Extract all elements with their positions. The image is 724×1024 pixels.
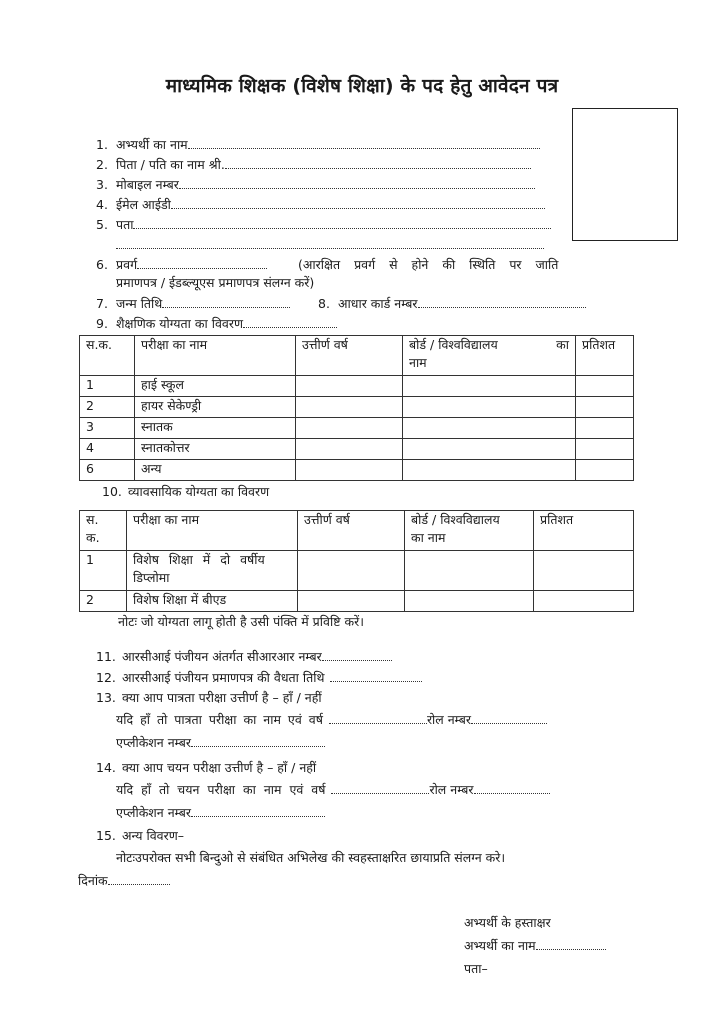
- cell-percent[interactable]: [534, 551, 634, 591]
- field-professional-heading: [102, 484, 269, 500]
- field-number: 4.: [96, 197, 108, 212]
- field-label: क्या आप चयन परीक्षा उत्तीर्ण है – हाँ / नहीं: [122, 760, 317, 775]
- cell-sn: 3: [80, 418, 135, 439]
- cell-board[interactable]: [403, 439, 576, 460]
- roll-label: रोल नम्बर: [429, 782, 474, 797]
- date-field[interactable]: [78, 873, 170, 889]
- blank-line[interactable]: [191, 735, 325, 747]
- field-label: पिता / पति का नाम श्री.: [116, 157, 225, 172]
- blank-line[interactable]: [162, 296, 290, 308]
- field-other-details: [96, 828, 184, 844]
- col-header-sn: स.क.: [80, 336, 135, 376]
- blank-line[interactable]: [137, 257, 267, 269]
- blank-line[interactable]: [474, 782, 550, 794]
- table-header-row: [80, 511, 634, 551]
- cell-sn: 6: [80, 460, 135, 481]
- table-row: [80, 551, 634, 591]
- photo-box[interactable]: [572, 108, 678, 241]
- field-selection-exam: [96, 760, 316, 776]
- table-row: [80, 376, 634, 397]
- cell-board[interactable]: [403, 376, 576, 397]
- col-header-exam: परीक्षा का नाम: [135, 336, 296, 376]
- blank-line[interactable]: [225, 157, 531, 169]
- field-label: प्रवर्ग: [116, 257, 138, 272]
- cell-percent[interactable]: [534, 591, 634, 612]
- cell-board[interactable]: [405, 551, 534, 591]
- cell-percent[interactable]: [576, 439, 634, 460]
- blank-line[interactable]: [322, 649, 392, 661]
- cell-sn: 2: [80, 591, 127, 612]
- col-header-exam: परीक्षा का नाम: [127, 511, 298, 551]
- field-father-name[interactable]: [96, 157, 531, 173]
- field-number: 10.: [102, 484, 122, 499]
- col-header-board: [403, 336, 576, 376]
- cell-year[interactable]: [298, 591, 405, 612]
- cell-exam: [127, 551, 298, 591]
- sn-header-a: स.: [86, 512, 99, 527]
- cell-sn: 1: [80, 376, 135, 397]
- cell-exam: स्नातकोत्तर: [135, 439, 296, 460]
- roll-label: रोल नम्बर: [426, 712, 471, 727]
- field-rci-crr[interactable]: [96, 649, 392, 665]
- exam-text-b: डिप्लोमा: [133, 570, 170, 585]
- category-note-b: प्रमाणपत्र / ईडब्ल्यूएस प्रमाणपत्र संलग्न करें): [116, 275, 315, 290]
- signature-address-label: पता–: [464, 961, 488, 976]
- field-education-heading: [96, 316, 337, 332]
- cell-board[interactable]: [405, 591, 534, 612]
- board-header-line: [409, 336, 569, 354]
- cell-percent[interactable]: [576, 418, 634, 439]
- selection-name-year[interactable]: [116, 782, 550, 798]
- cell-year[interactable]: [296, 418, 403, 439]
- eligibility-name-year[interactable]: [116, 712, 547, 728]
- application-label: एप्लीकेशन नम्बर: [116, 805, 191, 820]
- cell-sn: 4: [80, 439, 135, 460]
- professional-table: [79, 510, 634, 612]
- field-candidate-name[interactable]: [96, 137, 540, 153]
- col-header-percent: प्रतिशत: [576, 336, 634, 376]
- cell-sn: 2: [80, 397, 135, 418]
- note-attach-documents: नोटःउपरोक्त सभी बिन्दुओ से संबंधित अभिलेख की स्वहस्ताक्षरित छायाप्रति संलग्न करे।: [116, 850, 506, 865]
- field-number: 11.: [96, 649, 116, 664]
- cell-year[interactable]: [298, 551, 405, 591]
- field-dob[interactable]: [96, 296, 290, 312]
- cell-exam: हायर सेकेण्ड्री: [135, 397, 296, 418]
- cell-exam: स्नातक: [135, 418, 296, 439]
- field-label: क्या आप पात्रता परीक्षा उत्तीर्ण है – हाँ / नहीं: [122, 690, 322, 705]
- board-header-ka: का: [556, 337, 569, 352]
- blank-line[interactable]: [133, 217, 551, 229]
- col-header-sn: [80, 511, 127, 551]
- table-row: [80, 397, 634, 418]
- exam-text-a: विशेष शिक्षा में दो वर्षीय: [133, 552, 265, 567]
- col-header-board: [405, 511, 534, 551]
- cell-percent[interactable]: [576, 460, 634, 481]
- table-row: [80, 439, 634, 460]
- note-applicable-row: नोटः जो योग्यता लागू होती है उसी पंक्ति में प्रविष्टि करें।: [118, 614, 364, 629]
- col-header-percent: प्रतिशत: [534, 511, 634, 551]
- category-note-text: (आरक्षित प्रवर्ग से होने की स्थिति पर जाति: [298, 257, 559, 272]
- table-row: [80, 460, 634, 481]
- category-note-a: [298, 257, 634, 273]
- field-number: 5.: [96, 217, 108, 232]
- cell-year[interactable]: [296, 460, 403, 481]
- field-label: आरसीआई पंजीयन प्रमाणपत्र की वैधता तिथि: [122, 670, 325, 685]
- blank-line[interactable]: [331, 782, 429, 794]
- signature-name-field[interactable]: [464, 938, 606, 954]
- field-label: अभ्यर्थी का नाम: [116, 137, 188, 152]
- address-second-line[interactable]: [116, 237, 544, 253]
- education-table: [79, 335, 634, 481]
- field-mobile[interactable]: [96, 177, 535, 193]
- field-number: 9.: [96, 316, 108, 331]
- field-address[interactable]: [96, 217, 551, 233]
- board-header-naam: नाम: [409, 355, 427, 370]
- selection-application[interactable]: [116, 805, 325, 821]
- cell-exam: अन्य: [135, 460, 296, 481]
- blank-line[interactable]: [188, 137, 540, 149]
- field-label: ईमेल आईडी: [116, 197, 171, 212]
- blank-line[interactable]: [191, 805, 325, 817]
- board-header-text: बोर्ड / विश्वविद्यालय: [409, 337, 498, 352]
- cell-exam: हाई स्कूल: [135, 376, 296, 397]
- cell-sn: 1: [80, 551, 127, 591]
- cell-board[interactable]: [403, 418, 576, 439]
- table-header-row: [80, 336, 634, 376]
- form-title: माध्यमिक शिक्षक (विशेष शिक्षा) के पद हेतु आवेदन पत्र: [165, 75, 559, 97]
- sub-label: यदि हाँ तो चयन परीक्षा का नाम एवं वर्ष: [116, 782, 326, 797]
- field-number: 3.: [96, 177, 108, 192]
- field-label: मोबाइल नम्बर: [116, 177, 179, 192]
- field-number: 7.: [96, 296, 108, 311]
- cell-year[interactable]: [296, 376, 403, 397]
- eligibility-application[interactable]: [116, 735, 325, 751]
- sn-header-b: क.: [86, 530, 100, 545]
- blank-line[interactable]: [536, 938, 606, 950]
- blank-line[interactable]: [108, 873, 170, 885]
- field-label: पता: [116, 217, 134, 232]
- field-label: अन्य विवरण–: [122, 828, 184, 843]
- name-label: अभ्यर्थी का नाम: [464, 938, 536, 953]
- blank-line[interactable]: [329, 712, 427, 724]
- signature-label: अभ्यर्थी के हस्ताक्षर: [464, 915, 551, 930]
- cell-year[interactable]: [296, 397, 403, 418]
- table-row: [80, 418, 634, 439]
- field-number: 6.: [96, 257, 108, 272]
- cell-exam: विशेष शिक्षा में बीएड: [127, 591, 298, 612]
- blank-line: [243, 316, 337, 328]
- field-label: आरसीआई पंजीयन अंतर्गत सीआरआर नम्बर: [122, 649, 322, 664]
- col-header-year: उत्तीर्ण वर्ष: [298, 511, 405, 551]
- cell-board[interactable]: [403, 397, 576, 418]
- date-label: दिनांक: [78, 873, 108, 888]
- field-number: 1.: [96, 137, 108, 152]
- board-header-a: बोर्ड / विश्वविद्यालय: [411, 512, 500, 527]
- cell-board[interactable]: [403, 460, 576, 481]
- field-number: 12.: [96, 670, 116, 685]
- field-number: 15.: [96, 828, 116, 843]
- field-number: 8.: [318, 296, 330, 311]
- field-email[interactable]: [96, 197, 545, 213]
- blank-line[interactable]: [418, 296, 586, 308]
- blank-line[interactable]: [171, 197, 545, 209]
- blank-line[interactable]: [330, 670, 422, 682]
- blank-line[interactable]: [116, 237, 544, 249]
- field-label: व्यावसायिक योग्यता का विवरण: [128, 484, 270, 499]
- exam-line-a: [133, 551, 291, 569]
- cell-percent[interactable]: [576, 397, 634, 418]
- cell-year[interactable]: [296, 439, 403, 460]
- field-aadhaar[interactable]: [318, 296, 586, 312]
- field-number: 13.: [96, 690, 116, 705]
- board-header-b: का नाम: [411, 530, 446, 545]
- field-label: आधार कार्ड नम्बर: [338, 296, 418, 311]
- field-rci-validity[interactable]: [96, 670, 422, 686]
- field-number: 14.: [96, 760, 116, 775]
- field-category[interactable]: [96, 257, 634, 273]
- col-header-year: उत्तीर्ण वर्ष: [296, 336, 403, 376]
- application-label: एप्लीकेशन नम्बर: [116, 735, 191, 750]
- sub-label: यदि हाँ तो पात्रता परीक्षा का नाम एवं वर्ष: [116, 712, 323, 727]
- field-eligibility-exam: [96, 690, 322, 706]
- blank-line[interactable]: [471, 712, 547, 724]
- blank-line[interactable]: [179, 177, 535, 189]
- field-label: शैक्षणिक योग्यता का विवरण: [116, 316, 243, 331]
- field-number: 2.: [96, 157, 108, 172]
- table-row: [80, 591, 634, 612]
- field-label: जन्म तिथि: [116, 296, 163, 311]
- cell-percent[interactable]: [576, 376, 634, 397]
